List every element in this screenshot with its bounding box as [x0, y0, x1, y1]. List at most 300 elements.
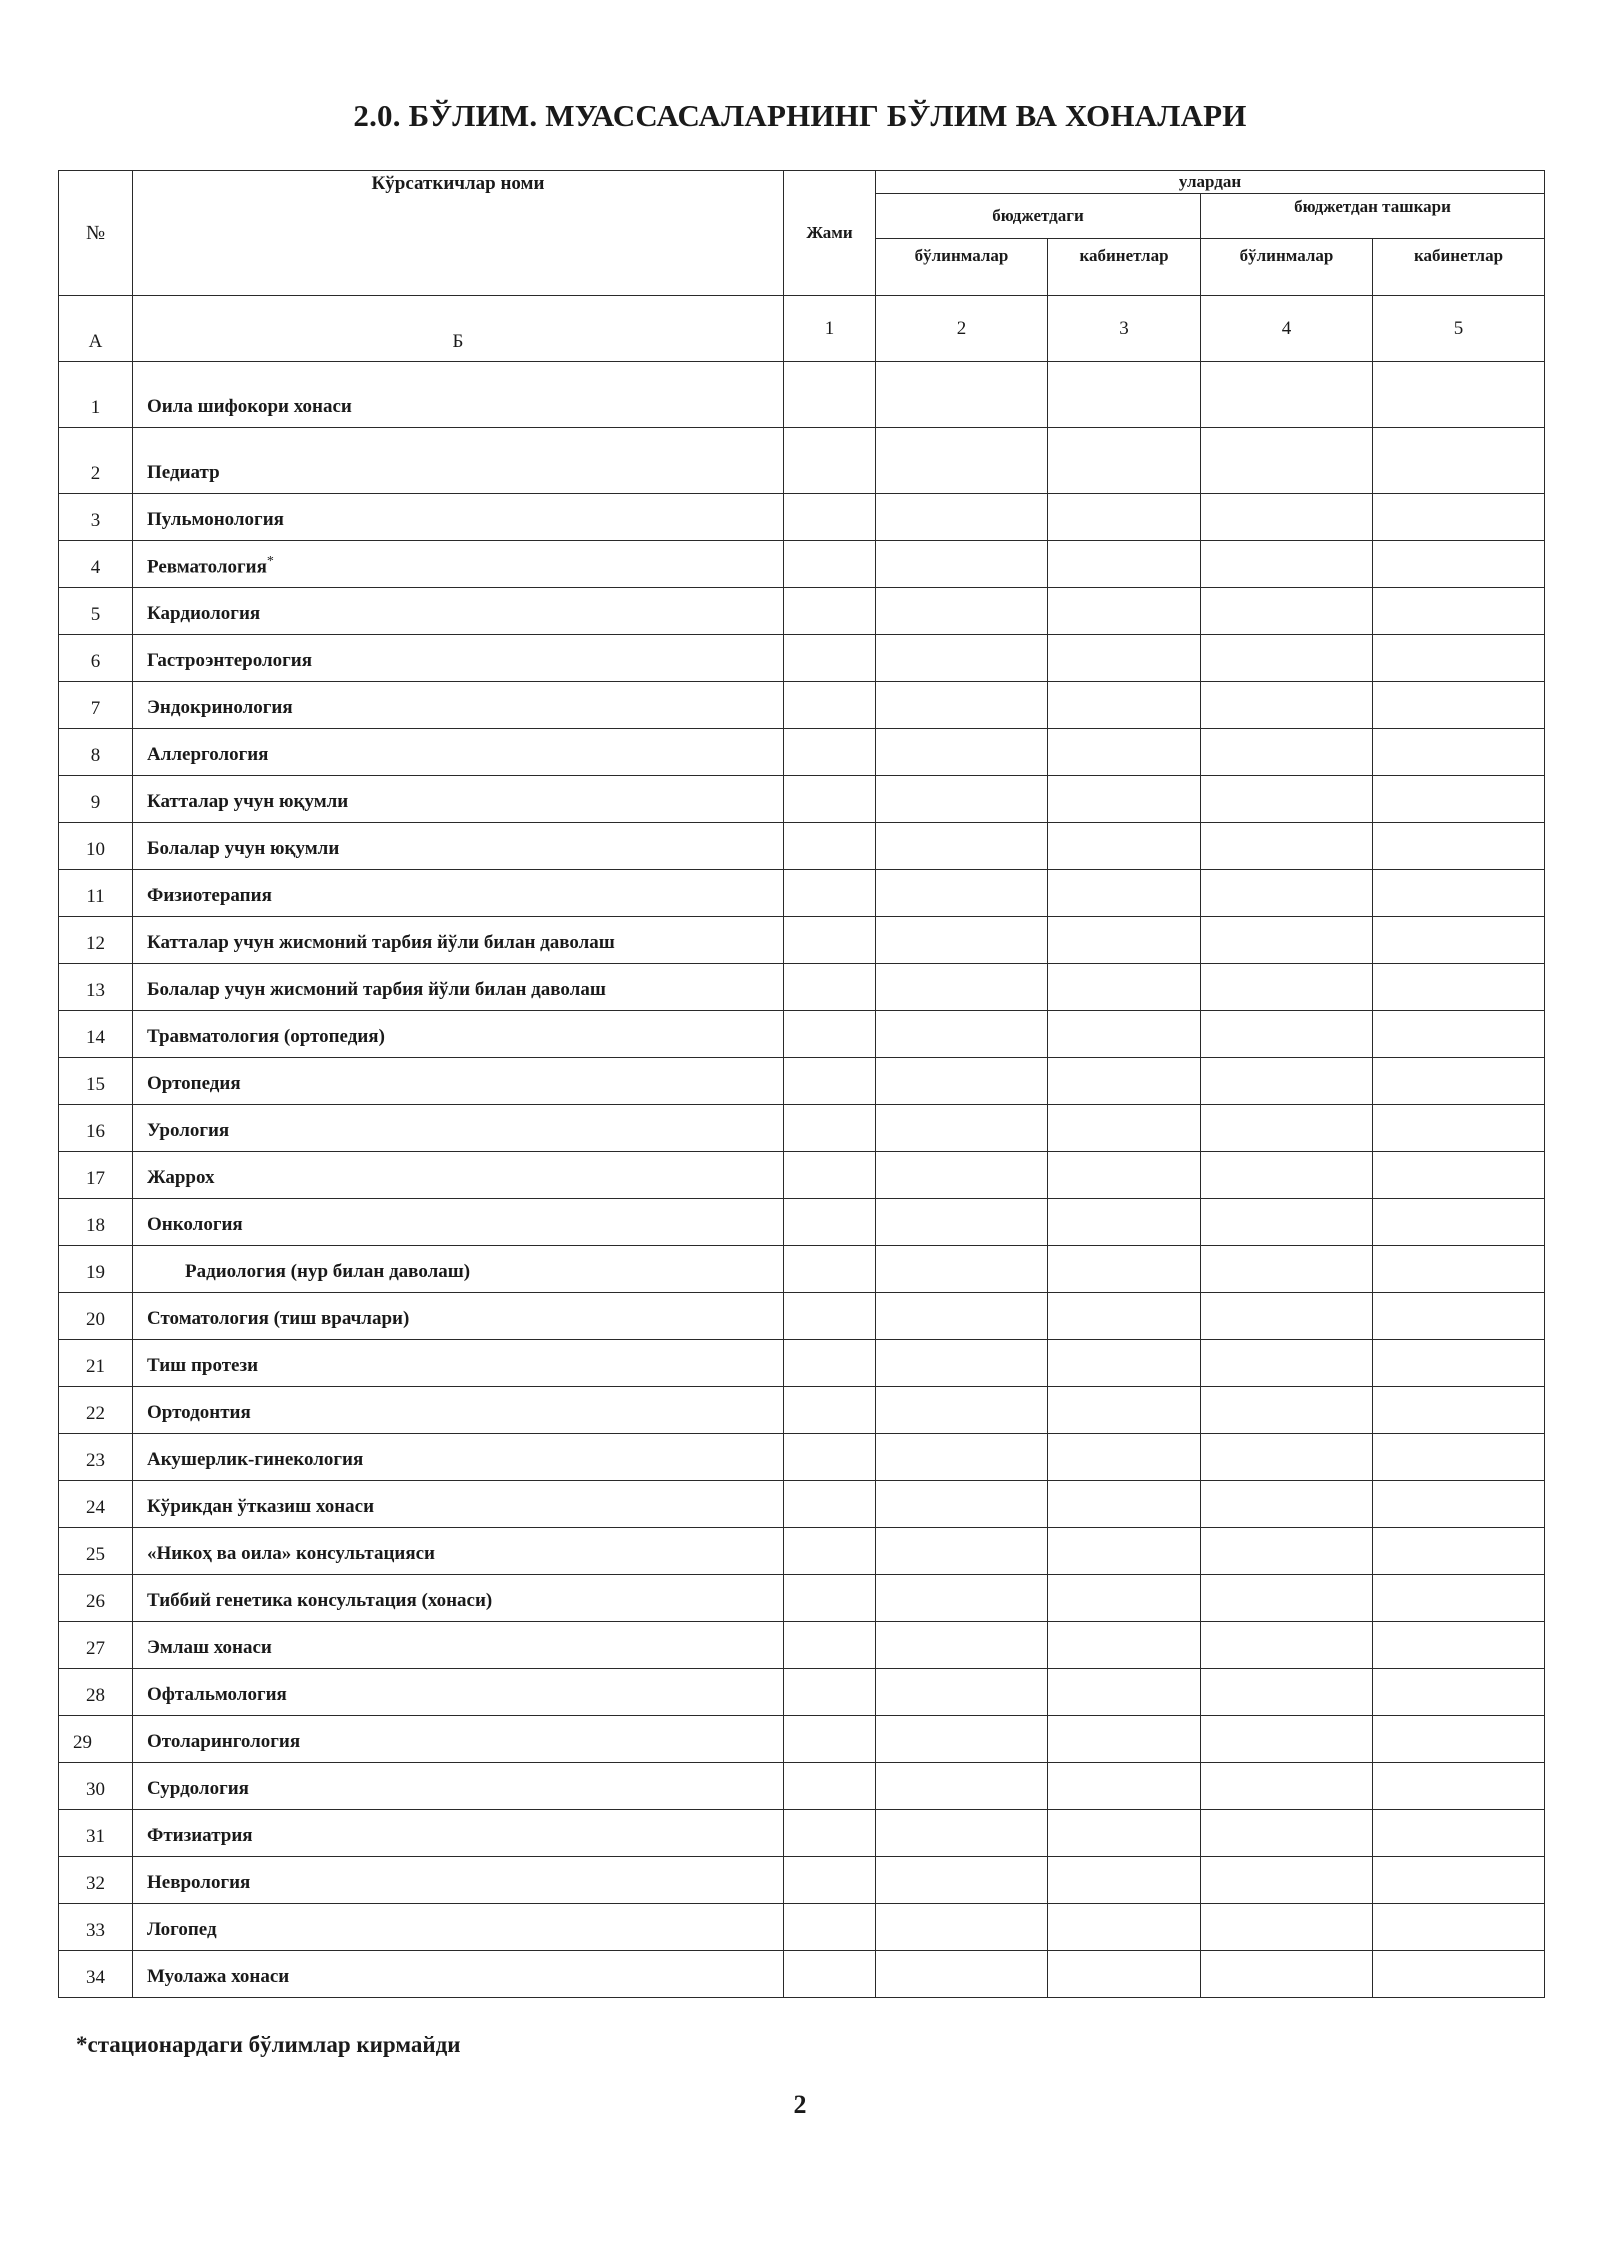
cell-budget-departments[interactable] — [876, 588, 1048, 635]
cell-extra-departments[interactable] — [1201, 776, 1373, 823]
row-indicator-name — [133, 1434, 784, 1481]
table-row — [59, 1199, 1545, 1246]
row-number: 29 — [59, 1716, 133, 1763]
cell-extra-departments[interactable] — [1201, 1716, 1373, 1763]
row-indicator-name — [133, 1105, 784, 1152]
table-row — [59, 823, 1545, 870]
row-number: 14 — [59, 1011, 133, 1058]
cell-budget-departments[interactable] — [876, 729, 1048, 776]
page-number: 2 — [793, 2090, 807, 2119]
cell-extra-departments[interactable] — [1201, 1622, 1373, 1669]
cell-budget-departments[interactable] — [876, 1152, 1048, 1199]
cell-budget-offices[interactable] — [1048, 1810, 1201, 1857]
row-indicator-label: Радиология (нур билан даволаш) — [185, 1261, 471, 1282]
table-row — [59, 682, 1545, 729]
row-indicator-name — [133, 541, 784, 588]
cell-budget-departments[interactable] — [876, 776, 1048, 823]
cell-total[interactable] — [784, 1763, 876, 1810]
row-indicator-name — [133, 1152, 784, 1199]
cell-total[interactable] — [784, 1857, 876, 1904]
row-number: 7 — [59, 682, 133, 729]
row-indicator-label: Гастроэнтерология — [147, 650, 312, 671]
row-number: 9 — [59, 776, 133, 823]
cell-total[interactable] — [784, 1669, 876, 1716]
cell-extra-departments[interactable] — [1201, 1904, 1373, 1951]
cell-extra-offices[interactable] — [1373, 1481, 1545, 1528]
row-indicator-label: Катталар учун юқумли — [147, 791, 349, 812]
cell-extra-offices[interactable] — [1373, 1575, 1545, 1622]
cell-extra-offices[interactable] — [1373, 1058, 1545, 1105]
cell-extra-offices[interactable] — [1373, 1152, 1545, 1199]
row-indicator-name — [133, 635, 784, 682]
cell-budget-departments[interactable] — [876, 682, 1048, 729]
row-number: 13 — [59, 964, 133, 1011]
cell-extra-offices[interactable] — [1373, 1340, 1545, 1387]
cell-extra-departments[interactable] — [1201, 964, 1373, 1011]
row-indicator-label: Эмлаш хонаси — [147, 1637, 272, 1658]
cell-budget-departments[interactable] — [876, 1622, 1048, 1669]
column-code-3: 3 — [1048, 296, 1201, 362]
cell-total[interactable] — [784, 917, 876, 964]
cell-total[interactable] — [784, 1622, 876, 1669]
cell-budget-offices[interactable] — [1048, 1528, 1201, 1575]
cell-extra-offices[interactable] — [1373, 1763, 1545, 1810]
cell-total[interactable] — [784, 1434, 876, 1481]
table-row — [59, 494, 1545, 541]
cell-budget-departments[interactable] — [876, 1951, 1048, 1998]
cell-budget-offices[interactable] — [1048, 1105, 1201, 1152]
row-number: 18 — [59, 1199, 133, 1246]
table-row — [59, 1105, 1545, 1152]
header-of-which: улардан — [876, 171, 1545, 194]
row-number: 23 — [59, 1434, 133, 1481]
cell-extra-departments[interactable] — [1201, 1199, 1373, 1246]
table-row — [59, 541, 1545, 588]
cell-budget-offices[interactable] — [1048, 1575, 1201, 1622]
header-offices-budget: кабинетлар — [1048, 239, 1201, 296]
row-number: 17 — [59, 1152, 133, 1199]
row-indicator-name — [133, 964, 784, 1011]
cell-budget-offices[interactable] — [1048, 1199, 1201, 1246]
cell-budget-departments[interactable] — [876, 1481, 1048, 1528]
row-indicator-label: Эндокринология — [147, 697, 293, 718]
cell-extra-offices[interactable] — [1373, 1857, 1545, 1904]
cell-extra-departments[interactable] — [1201, 1011, 1373, 1058]
cell-extra-offices[interactable] — [1373, 682, 1545, 729]
cell-budget-departments[interactable] — [876, 362, 1048, 428]
row-indicator-name — [133, 1246, 784, 1293]
cell-extra-departments[interactable] — [1201, 494, 1373, 541]
cell-budget-departments[interactable] — [876, 1763, 1048, 1810]
header-extra-budget: бюджетдан ташкари — [1201, 194, 1545, 239]
cell-extra-departments[interactable] — [1201, 1340, 1373, 1387]
row-indicator-label: Ортопедия — [147, 1073, 241, 1094]
row-number: 10 — [59, 823, 133, 870]
cell-total[interactable] — [784, 1528, 876, 1575]
cell-extra-offices[interactable] — [1373, 729, 1545, 776]
column-code-b: Б — [133, 296, 784, 362]
row-indicator-label: Онкология — [147, 1214, 243, 1235]
header-departments-extra: бўлинмалар — [1201, 239, 1373, 296]
cell-budget-offices[interactable] — [1048, 494, 1201, 541]
row-indicator-label: Тиш протези — [147, 1355, 259, 1376]
table-row — [59, 1528, 1545, 1575]
cell-total[interactable] — [784, 362, 876, 428]
cell-extra-departments[interactable] — [1201, 362, 1373, 428]
cell-budget-offices[interactable] — [1048, 1434, 1201, 1481]
row-indicator-name — [133, 1669, 784, 1716]
cell-extra-offices[interactable] — [1373, 1293, 1545, 1340]
cell-total[interactable] — [784, 823, 876, 870]
table-row — [59, 1152, 1545, 1199]
column-code-1: 1 — [784, 296, 876, 362]
footnote-mark: * — [266, 553, 274, 569]
cell-extra-offices[interactable] — [1373, 635, 1545, 682]
table-row — [59, 870, 1545, 917]
cell-budget-offices[interactable] — [1048, 541, 1201, 588]
cell-budget-departments[interactable] — [876, 635, 1048, 682]
row-indicator-label: Офтальмология — [147, 1684, 287, 1705]
row-indicator-label: Болалар учун жисмоний тарбия йўли билан даволаш — [147, 979, 606, 1000]
cell-total[interactable] — [784, 541, 876, 588]
cell-total[interactable] — [784, 870, 876, 917]
column-code-4: 4 — [1201, 296, 1373, 362]
cell-budget-offices[interactable] — [1048, 428, 1201, 494]
row-number: 26 — [59, 1575, 133, 1622]
row-indicator-name — [133, 1481, 784, 1528]
cell-budget-departments[interactable] — [876, 428, 1048, 494]
cell-total[interactable] — [784, 1152, 876, 1199]
row-indicator-label: Ревматология — [147, 556, 267, 577]
table-row — [59, 362, 1545, 428]
cell-budget-offices[interactable] — [1048, 1293, 1201, 1340]
table-row — [59, 1011, 1545, 1058]
cell-extra-offices[interactable] — [1373, 1434, 1545, 1481]
cell-budget-offices[interactable] — [1048, 917, 1201, 964]
cell-extra-departments[interactable] — [1201, 1669, 1373, 1716]
cell-budget-departments[interactable] — [876, 541, 1048, 588]
cell-total[interactable] — [784, 635, 876, 682]
row-number: 25 — [59, 1528, 133, 1575]
table-row — [59, 588, 1545, 635]
row-indicator-label: Физиотерапия — [147, 885, 272, 906]
row-indicator-label: Тиббий генетика консультация (хонаси) — [147, 1590, 493, 1611]
row-number: 8 — [59, 729, 133, 776]
cell-budget-offices[interactable] — [1048, 1152, 1201, 1199]
cell-total[interactable] — [784, 494, 876, 541]
cell-budget-offices[interactable] — [1048, 635, 1201, 682]
row-indicator-label: Стоматология (тиш врачлари) — [147, 1308, 410, 1329]
cell-budget-offices[interactable] — [1048, 823, 1201, 870]
row-number: 5 — [59, 588, 133, 635]
row-number: 34 — [59, 1951, 133, 1998]
cell-total[interactable] — [784, 1387, 876, 1434]
cell-total[interactable] — [784, 1951, 876, 1998]
cell-budget-departments[interactable] — [876, 1575, 1048, 1622]
cell-extra-offices[interactable] — [1373, 917, 1545, 964]
row-indicator-name — [133, 1387, 784, 1434]
cell-budget-departments[interactable] — [876, 1340, 1048, 1387]
cell-extra-offices[interactable] — [1373, 1387, 1545, 1434]
cell-budget-departments[interactable] — [876, 494, 1048, 541]
row-number: 30 — [59, 1763, 133, 1810]
column-code-a: А — [59, 296, 133, 362]
cell-total[interactable] — [784, 1246, 876, 1293]
cell-extra-offices[interactable] — [1373, 1011, 1545, 1058]
page-title: 2.0. БЎЛИМ. МУАССАСАЛАРНИНГ БЎЛИМ ВА ХОНАЛАРИ — [353, 98, 1247, 133]
cell-budget-departments[interactable] — [876, 1716, 1048, 1763]
table-row — [59, 1387, 1545, 1434]
row-indicator-name — [133, 682, 784, 729]
cell-extra-departments[interactable] — [1201, 428, 1373, 494]
row-indicator-name — [133, 1716, 784, 1763]
cell-extra-offices[interactable] — [1373, 776, 1545, 823]
row-indicator-name — [133, 428, 784, 494]
row-indicator-name — [133, 823, 784, 870]
cell-extra-departments[interactable] — [1201, 729, 1373, 776]
cell-total[interactable] — [784, 729, 876, 776]
row-number: 12 — [59, 917, 133, 964]
cell-extra-departments[interactable] — [1201, 870, 1373, 917]
row-number: 21 — [59, 1340, 133, 1387]
cell-budget-departments[interactable] — [876, 1387, 1048, 1434]
row-indicator-label: Болалар учун юқумли — [147, 838, 340, 859]
row-number: 15 — [59, 1058, 133, 1105]
cell-budget-departments[interactable] — [876, 1810, 1048, 1857]
cell-total[interactable] — [784, 776, 876, 823]
row-number: 33 — [59, 1904, 133, 1951]
cell-extra-offices[interactable] — [1373, 541, 1545, 588]
cell-extra-departments[interactable] — [1201, 635, 1373, 682]
row-number: 22 — [59, 1387, 133, 1434]
cell-total[interactable] — [784, 1105, 876, 1152]
cell-budget-departments[interactable] — [876, 1011, 1048, 1058]
cell-budget-departments[interactable] — [876, 1857, 1048, 1904]
row-number: 24 — [59, 1481, 133, 1528]
cell-extra-offices[interactable] — [1373, 1622, 1545, 1669]
cell-extra-departments[interactable] — [1201, 541, 1373, 588]
cell-extra-departments[interactable] — [1201, 1105, 1373, 1152]
row-indicator-label: Сурдология — [147, 1778, 249, 1799]
cell-extra-departments[interactable] — [1201, 1528, 1373, 1575]
cell-budget-departments[interactable] — [876, 964, 1048, 1011]
cell-extra-departments[interactable] — [1201, 1763, 1373, 1810]
row-number: 1 — [59, 362, 133, 428]
cell-total[interactable] — [784, 1481, 876, 1528]
cell-budget-offices[interactable] — [1048, 1669, 1201, 1716]
cell-total[interactable] — [784, 588, 876, 635]
cell-extra-departments[interactable] — [1201, 823, 1373, 870]
table-row — [59, 1575, 1545, 1622]
row-indicator-label: Пульмонология — [147, 509, 284, 530]
cell-extra-departments[interactable] — [1201, 1481, 1373, 1528]
cell-budget-offices[interactable] — [1048, 1622, 1201, 1669]
row-number: 4 — [59, 541, 133, 588]
table-row — [59, 1810, 1545, 1857]
row-indicator-name — [133, 494, 784, 541]
cell-budget-offices[interactable] — [1048, 682, 1201, 729]
table-row — [59, 1622, 1545, 1669]
row-indicator-label: Фтизиатрия — [147, 1825, 253, 1846]
table-row — [59, 1340, 1545, 1387]
cell-total[interactable] — [784, 1199, 876, 1246]
header-departments-budget: бўлинмалар — [876, 239, 1048, 296]
cell-budget-offices[interactable] — [1048, 776, 1201, 823]
cell-extra-departments[interactable] — [1201, 1810, 1373, 1857]
row-indicator-label: Ортодонтия — [147, 1402, 251, 1423]
row-indicator-name — [133, 1857, 784, 1904]
cell-budget-offices[interactable] — [1048, 1340, 1201, 1387]
table-row — [59, 1857, 1545, 1904]
cell-extra-departments[interactable] — [1201, 917, 1373, 964]
cell-budget-departments[interactable] — [876, 870, 1048, 917]
cell-budget-departments[interactable] — [876, 1528, 1048, 1575]
cell-budget-offices[interactable] — [1048, 588, 1201, 635]
cell-budget-offices[interactable] — [1048, 1904, 1201, 1951]
cell-total[interactable] — [784, 1810, 876, 1857]
table-row — [59, 1434, 1545, 1481]
footnote: *стационардаги бўлимлар кирмайди — [76, 2032, 461, 2057]
cell-budget-offices[interactable] — [1048, 1387, 1201, 1434]
cell-budget-departments[interactable] — [876, 1246, 1048, 1293]
cell-extra-offices[interactable] — [1373, 1810, 1545, 1857]
cell-total[interactable] — [784, 1716, 876, 1763]
row-indicator-label: Логопед — [147, 1919, 217, 1940]
row-indicator-name — [133, 1011, 784, 1058]
cell-extra-offices[interactable] — [1373, 362, 1545, 428]
cell-budget-offices[interactable] — [1048, 1716, 1201, 1763]
table-row — [59, 1481, 1545, 1528]
cell-budget-departments[interactable] — [876, 1669, 1048, 1716]
row-indicator-name — [133, 776, 784, 823]
cell-extra-offices[interactable] — [1373, 964, 1545, 1011]
cell-budget-offices[interactable] — [1048, 1481, 1201, 1528]
cell-budget-departments[interactable] — [876, 823, 1048, 870]
row-indicator-label: Урология — [147, 1120, 230, 1141]
row-indicator-name — [133, 1058, 784, 1105]
cell-budget-offices[interactable] — [1048, 1857, 1201, 1904]
row-number: 20 — [59, 1293, 133, 1340]
cell-budget-offices[interactable] — [1048, 1011, 1201, 1058]
row-indicator-name — [133, 1340, 784, 1387]
cell-budget-offices[interactable] — [1048, 1951, 1201, 1998]
table-row — [59, 1763, 1545, 1810]
row-indicator-name — [133, 362, 784, 428]
row-indicator-name — [133, 1575, 784, 1622]
cell-extra-departments[interactable] — [1201, 1246, 1373, 1293]
cell-budget-offices[interactable] — [1048, 964, 1201, 1011]
cell-extra-offices[interactable] — [1373, 823, 1545, 870]
cell-budget-departments[interactable] — [876, 1199, 1048, 1246]
header-no: № — [59, 171, 133, 296]
row-number: 16 — [59, 1105, 133, 1152]
cell-extra-departments[interactable] — [1201, 682, 1373, 729]
row-number: 11 — [59, 870, 133, 917]
cell-budget-offices[interactable] — [1048, 1246, 1201, 1293]
cell-extra-offices[interactable] — [1373, 1716, 1545, 1763]
cell-total[interactable] — [784, 1575, 876, 1622]
cell-extra-departments[interactable] — [1201, 1293, 1373, 1340]
row-indicator-label: Катталар учун жисмоний тарбия йўли билан даволаш — [147, 932, 615, 953]
cell-extra-offices[interactable] — [1373, 1246, 1545, 1293]
cell-extra-offices[interactable] — [1373, 588, 1545, 635]
cell-extra-departments[interactable] — [1201, 1575, 1373, 1622]
table-row — [59, 635, 1545, 682]
row-indicator-name — [133, 1293, 784, 1340]
cell-extra-departments[interactable] — [1201, 588, 1373, 635]
cell-total[interactable] — [784, 964, 876, 1011]
cell-budget-offices[interactable] — [1048, 870, 1201, 917]
column-code-2: 2 — [876, 296, 1048, 362]
header-indicator: Кўрсаткичлар номи — [133, 171, 784, 296]
cell-extra-offices[interactable] — [1373, 1105, 1545, 1152]
cell-total[interactable] — [784, 1293, 876, 1340]
cell-budget-offices[interactable] — [1048, 362, 1201, 428]
cell-budget-departments[interactable] — [876, 1105, 1048, 1152]
departments-table — [58, 170, 1545, 1998]
table-row — [59, 1058, 1545, 1105]
row-indicator-label: Неврология — [147, 1872, 251, 1893]
cell-total[interactable] — [784, 682, 876, 729]
cell-extra-offices[interactable] — [1373, 428, 1545, 494]
cell-total[interactable] — [784, 1058, 876, 1105]
cell-budget-departments[interactable] — [876, 917, 1048, 964]
cell-total[interactable] — [784, 1011, 876, 1058]
row-indicator-name — [133, 870, 784, 917]
cell-extra-departments[interactable] — [1201, 1152, 1373, 1199]
cell-extra-offices[interactable] — [1373, 1951, 1545, 1998]
cell-extra-offices[interactable] — [1373, 1528, 1545, 1575]
cell-extra-departments[interactable] — [1201, 1951, 1373, 1998]
cell-budget-offices[interactable] — [1048, 729, 1201, 776]
table-row — [59, 917, 1545, 964]
cell-budget-offices[interactable] — [1048, 1058, 1201, 1105]
cell-budget-departments[interactable] — [876, 1293, 1048, 1340]
cell-extra-departments[interactable] — [1201, 1857, 1373, 1904]
cell-budget-departments[interactable] — [876, 1904, 1048, 1951]
cell-extra-offices[interactable] — [1373, 1669, 1545, 1716]
cell-extra-departments[interactable] — [1201, 1434, 1373, 1481]
header-budget: бюджетдаги — [876, 194, 1201, 239]
row-number: 19 — [59, 1246, 133, 1293]
row-indicator-label: Кўрикдан ўтказиш хонаси — [147, 1496, 375, 1517]
cell-extra-offices[interactable] — [1373, 1904, 1545, 1951]
cell-extra-offices[interactable] — [1373, 870, 1545, 917]
row-number: 27 — [59, 1622, 133, 1669]
cell-budget-departments[interactable] — [876, 1058, 1048, 1105]
cell-extra-offices[interactable] — [1373, 494, 1545, 541]
cell-total[interactable] — [784, 1340, 876, 1387]
row-indicator-name — [133, 729, 784, 776]
row-indicator-label: Отоларингология — [147, 1731, 301, 1752]
cell-total[interactable] — [784, 1904, 876, 1951]
table-row — [59, 1246, 1545, 1293]
row-indicator-name — [133, 1904, 784, 1951]
table-row — [59, 776, 1545, 823]
row-number: 6 — [59, 635, 133, 682]
cell-budget-offices[interactable] — [1048, 1763, 1201, 1810]
row-number: 2 — [59, 428, 133, 494]
cell-extra-offices[interactable] — [1373, 1199, 1545, 1246]
cell-extra-departments[interactable] — [1201, 1058, 1373, 1105]
table-row — [59, 964, 1545, 1011]
column-code-5: 5 — [1373, 296, 1545, 362]
row-indicator-label: Акушерлик-гинекология — [147, 1449, 364, 1470]
cell-total[interactable] — [784, 428, 876, 494]
cell-extra-departments[interactable] — [1201, 1387, 1373, 1434]
cell-budget-departments[interactable] — [876, 1434, 1048, 1481]
row-number: 31 — [59, 1810, 133, 1857]
